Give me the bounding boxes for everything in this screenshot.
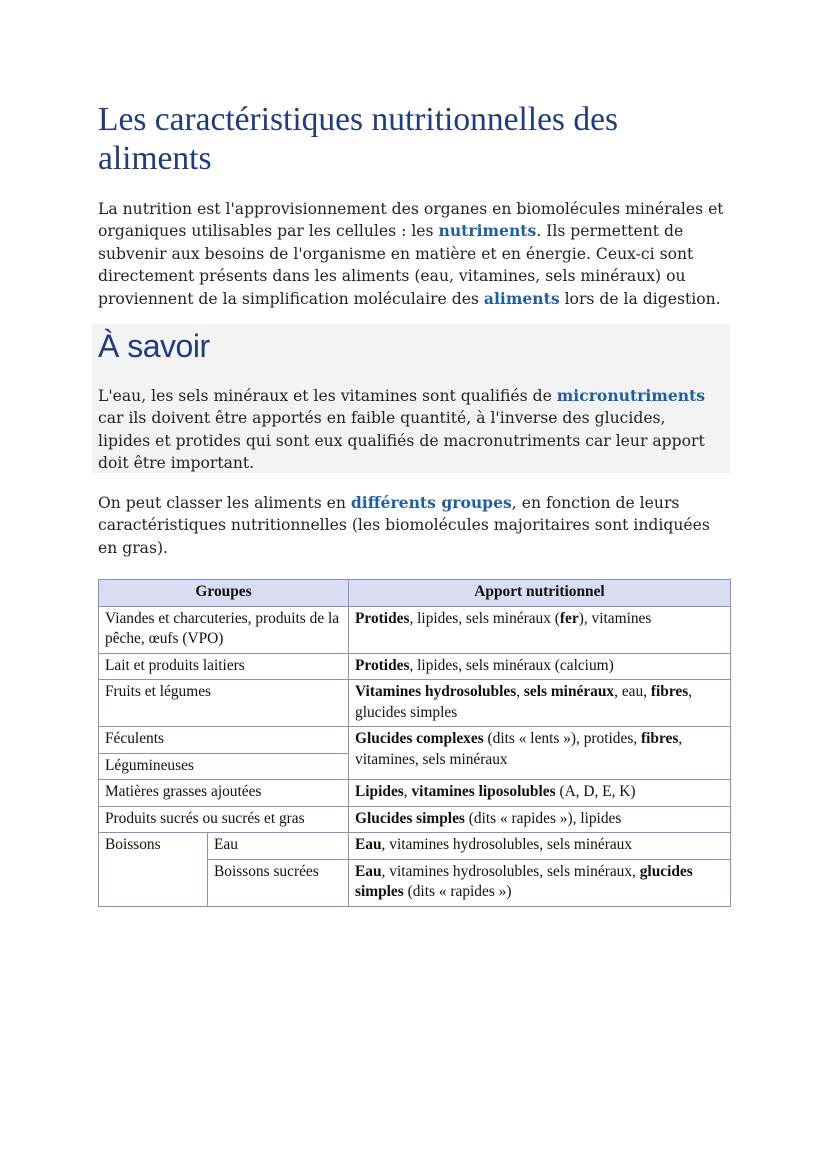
- intro-text-2: . Ils permettent de subvenir aux besoins de l'organisme en matière et en énergie. Ceux-ci sont directement présents dans les aliments (eau, vitamines, sels minéraux) ou proviennent de la simplification moléculaire des: [98, 222, 694, 308]
- apport-cell: Eau, vitamines hydrosolubles, sels minéraux, glucides simples (dits « rapides »): [349, 859, 731, 906]
- keyword-micronutriments: micronutriments: [556, 386, 706, 405]
- apport-cell: Protides, lipides, sels minéraux (fer), vitamines: [349, 606, 731, 653]
- page-title: Les caractéristiques nutritionnelles des aliments: [98, 101, 619, 177]
- header-apport: Apport nutritionnel: [349, 580, 731, 607]
- group-cell: Légumineuses: [99, 753, 349, 780]
- table-row: [99, 780, 731, 807]
- savoir-text-2: car ils doivent être apportés en faible quantité, à l'inverse des glucides, lipides et protides qui sont eux qualifiés de macronutriments car leur apport doit être important.: [98, 409, 705, 473]
- nutrition-table: [98, 579, 731, 907]
- table-row: [99, 806, 731, 833]
- group-cell: Boissons: [99, 833, 208, 907]
- a-savoir-heading: À savoir: [98, 328, 210, 364]
- group-cell: Féculents: [99, 727, 349, 754]
- group-cell: Viandes et charcuteries, produits de la pêche, œufs (VPO): [99, 606, 349, 653]
- table-row: [99, 653, 731, 680]
- intro-paragraph: [98, 198, 734, 310]
- subgroup-cell: Eau: [208, 833, 349, 860]
- intro-text-3: lors de la digestion.: [559, 289, 721, 308]
- apport-cell: Protides, lipides, sels minéraux (calcium): [349, 653, 731, 680]
- savoir-text-1: L'eau, les sels minéraux et les vitamines sont qualifiés de: [98, 387, 557, 405]
- group-cell: Produits sucrés ou sucrés et gras: [99, 806, 349, 833]
- groups-text-1: On peut classer les aliments en: [98, 494, 351, 512]
- groups-paragraph: [98, 492, 732, 559]
- subgroup-cell: Boissons sucrées: [208, 859, 349, 906]
- table-row: [99, 727, 731, 754]
- group-cell: Lait et produits laitiers: [99, 653, 349, 680]
- keyword-nutriments: nutriments: [438, 221, 537, 241]
- apport-cell: Glucides simples (dits « rapides »), lipides: [349, 806, 731, 833]
- keyword-aliments: aliments: [483, 288, 560, 308]
- table-row: [99, 606, 731, 653]
- group-cell: Fruits et légumes: [99, 680, 349, 727]
- apport-cell: Eau, vitamines hydrosolubles, sels minéraux: [349, 833, 731, 860]
- keyword-differents-groupes: différents groupes: [350, 493, 512, 512]
- table-header-row: [99, 580, 731, 607]
- apport-cell: Glucides complexes (dits « lents »), protides, fibres, vitamines, sels minéraux: [349, 727, 731, 780]
- a-savoir-text: [98, 385, 718, 475]
- group-cell: Matières grasses ajoutées: [99, 780, 349, 807]
- intro-text-1: La nutrition est l'approvisionnement des organes en biomolécules minérales et organiques utilisables par les cellules : les: [98, 200, 724, 241]
- apport-cell: Lipides, vitamines liposolubles (A, D, E, K): [349, 780, 731, 807]
- table-row: [99, 680, 731, 727]
- table-row: [99, 833, 731, 860]
- apport-cell: Vitamines hydrosolubles, sels minéraux, eau, fibres, glucides simples: [349, 680, 731, 727]
- groups-text-2: , en fonction de leurs caractéristiques nutritionnelles (les biomolécules majoritaires sont indiquées en gras).: [98, 494, 710, 557]
- header-groupes: Groupes: [99, 580, 349, 607]
